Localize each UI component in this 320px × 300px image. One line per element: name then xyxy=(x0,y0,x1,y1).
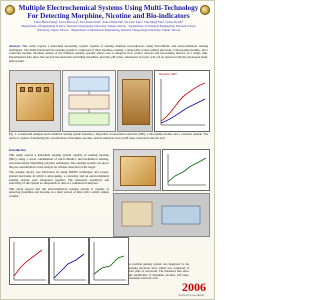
chip-photo-large xyxy=(113,149,161,191)
figure-2 xyxy=(113,149,208,236)
result-graph-1 xyxy=(9,237,49,285)
chip-graphic xyxy=(122,79,150,125)
intro-paragraph-3: This study reports that the electrochemical sensing system is capable of detecting morphine and nicotine in a short period of time with a small sample volume. xyxy=(9,186,109,199)
schematic-box xyxy=(62,70,116,132)
title-line-2: For Detecting Morphine, Nicotine and Bio-indicators xyxy=(27,12,190,20)
schematic-diagram xyxy=(63,71,115,131)
device-photo xyxy=(9,70,61,132)
response-graph xyxy=(154,70,210,132)
intro-paragraph-1: This study reports a hand-held sensing system capable of sensing nicotine (NIC), using a novel combination of micro-fluidics, electrochemical sensing, and molecularly imprinting polymer techniques. The sensing system can prove the pre-concentration of the analyte for reliable detection of the target. xyxy=(9,153,109,169)
sensor-graph xyxy=(162,149,210,191)
abstract-section xyxy=(9,45,208,64)
setup-photo xyxy=(113,193,210,237)
graph-plot xyxy=(155,71,209,131)
year-label: 2006 xyxy=(182,280,206,294)
figure-1-caption: Fig. 1. A hand-held multiple electrochemical sensing system featuring a disposable screen-printed electrode (SPE), a micropump module and a controller module. The device is capable of measuring the concentrations of morphine, nicotine, and bio-indicators such as pH value, cholesterol and uric acid. xyxy=(9,132,208,140)
intro-heading: Introduction xyxy=(9,148,26,152)
sensor-plot xyxy=(163,150,209,190)
abstract-heading: Abstract xyxy=(9,44,21,48)
electrode-pad xyxy=(36,87,41,92)
result-plot-1 xyxy=(10,238,48,284)
introduction-section xyxy=(9,149,109,201)
title-line-1: Multiple Electrochemical Systems Using Multi-Technology xyxy=(18,4,199,12)
chip-graphic xyxy=(120,156,156,186)
intro-paragraph-2: The sensing device was fabricated by using MEMS techniques and screen-printed electrodes in which a micropump, a controller and an electrochemical sensing system were integrated together. The measured sensitivity and selectivity of the system is comparable to that of a commercial analyzer. xyxy=(9,169,109,186)
figure-1 xyxy=(9,70,208,132)
result-graph-2 xyxy=(49,237,89,285)
venue-label: NCKU-NTU Bio-MEMS xyxy=(178,294,204,297)
result-plot-3 xyxy=(90,238,128,284)
chip-photo xyxy=(117,70,153,132)
abstract-text: This study reports a hand-held measuring system capable of sensing multiple bio-indicators using microfluidic and electrochemical sensing techniques. The multi-functional bio-sensing system is composed of three modules, namely, a disposable screen-printed electrode, a micropump module, and a controller module. Modular design of the multiple sensing systems allows one to integrate flow control devices and bio-sensing devices on a single chip. Experimental data show that several bio-molecules including morphine, nicotine, pH value, cholesterol and uric acid can be detected with the developed hand-held system. xyxy=(9,44,208,63)
electrode-pad xyxy=(28,87,33,92)
author-list: Chen-Hsun Wang¹, Giwe-Bin Lee², Yu-Chuan Chen¹, Kun-Chuan He¹, Wei-Tse Liao², Wei-Ming Yeh², Chun-Yu Wu¹ xyxy=(33,20,184,24)
affiliation-list: ¹Department of Engineering Science, National Cheng Kung University, Tainan, Taiwan · ²Department of Chemical Engineering, National Taiwan University, Taipei, Taiwan · ³Department of Mechanical Engineering, National Cheng Kung University, Tainan, Taiwan xyxy=(21,24,196,32)
electrode-pad xyxy=(20,87,25,92)
result-plot-2 xyxy=(50,238,88,284)
setup-diagram xyxy=(114,194,209,236)
graph-legend: Morphine: NMT xyxy=(159,73,177,76)
poster-title xyxy=(11,4,206,20)
results-text: A portable sensing system was integrated to the sensing electrode array which was composed of four pairs of electrodes. The measured data show the sensitivities of morphine, nicotine, pH value, cholesterol and uric acid. xyxy=(129,262,189,280)
result-graph-3 xyxy=(89,237,129,285)
electrode-pad xyxy=(44,87,49,92)
